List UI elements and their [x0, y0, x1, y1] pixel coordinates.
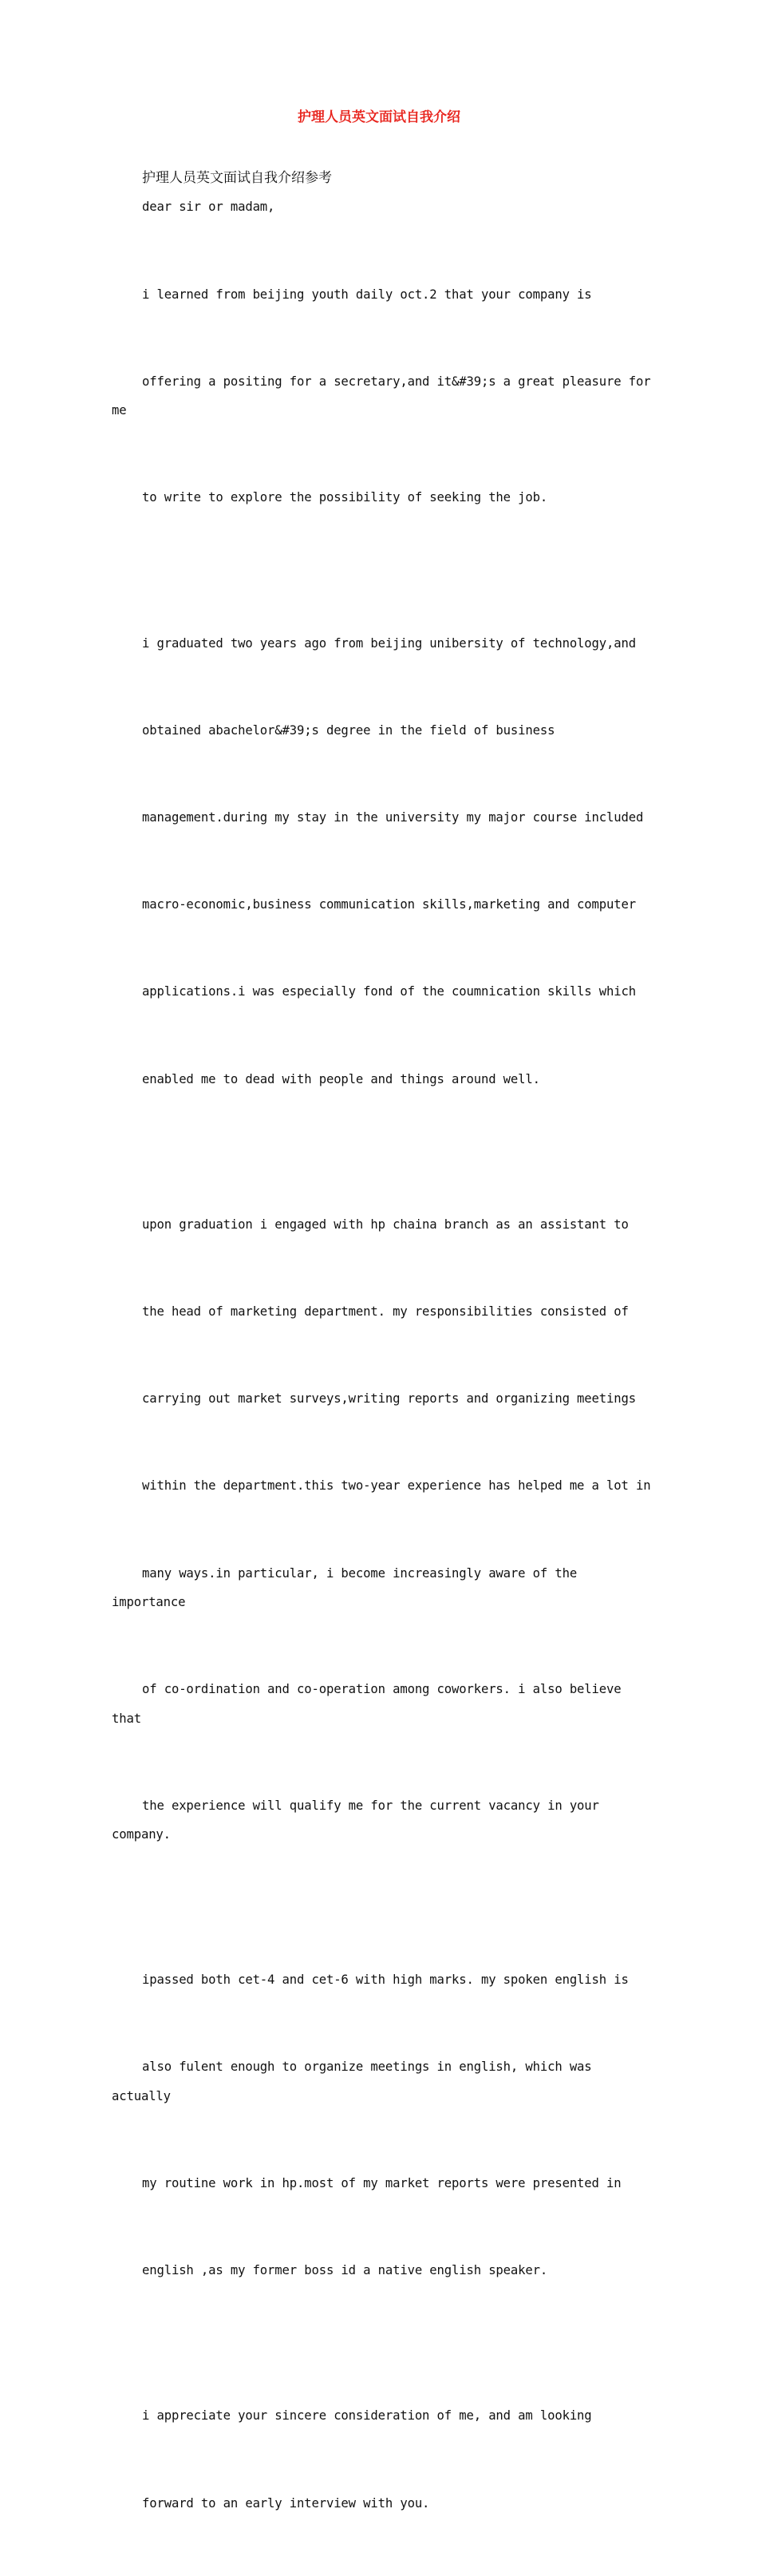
paragraph-closing: [112, 2343, 651, 2575]
text-line: enabled me to dead with people and things around well.: [142, 1071, 540, 1086]
text-line: many ways.in particular, i become increasingly aware of the importance: [112, 1565, 585, 1609]
text-line: also fulent enough to organize meetings in english, which was actually: [112, 2060, 599, 2103]
text-line: obtained abachelor&#39;s degree in the field of business: [142, 722, 555, 738]
text-line: my routine work in hp.most of my market reports were presented in: [142, 2176, 622, 2191]
text-line: to write to explore the possibility of seeking the job.: [142, 490, 548, 505]
salutation: dear sir or madam,: [142, 200, 275, 215]
text-line: forward to an early interview with you.: [142, 2495, 430, 2511]
text-line: applications.i was especially fond of the coumnication skills which: [142, 984, 636, 999]
document-body: [112, 164, 658, 2576]
text-line: ipassed both cet-4 and cet-6 with high marks. my spoken english is: [142, 1973, 629, 1988]
text-line: macro-economic,business communication skills,marketing and computer: [142, 897, 636, 912]
text-line: upon graduation i engaged with hp chaina branch as an assistant to: [142, 1217, 629, 1232]
text-line: i learned from beijing youth daily oct.2 that your company is: [142, 287, 592, 302]
text-line: the experience will qualify me for the current vacancy in your company.: [112, 1798, 607, 1842]
text-line: management.during my stay in the university my major course included: [142, 809, 644, 825]
text-line: within the department.this two-year experience has helped me a lot in: [142, 1478, 651, 1494]
text-line: english ,as my former boss id a native english speaker.: [142, 2263, 548, 2278]
text-line: of co-ordination and co-operation among coworkers. i also believe that: [112, 1682, 629, 1726]
paragraph-job-source: [112, 222, 658, 571]
paragraph-education: [112, 571, 651, 1152]
paragraph-experience: [112, 1152, 651, 1908]
text-line: the head of marketing department. my responsibilities consisted of: [142, 1304, 629, 1319]
text-line: carrying out market surveys,writing reports and organizing meetings: [142, 1391, 636, 1407]
text-line: i appreciate your sincere consideration of me, and am looking: [142, 2408, 592, 2424]
document-title: 护理人员英文面试自我介绍: [298, 109, 460, 125]
paragraph-language-skills: [112, 1907, 651, 2343]
document-subtitle: 护理人员英文面试自我介绍参考: [142, 170, 332, 186]
text-line: i graduated two years ago from beijing unibersity of technology,and: [142, 635, 636, 651]
text-line: offering a positing for a secretary,and it&#39;s a great pleasure for me: [112, 374, 658, 418]
